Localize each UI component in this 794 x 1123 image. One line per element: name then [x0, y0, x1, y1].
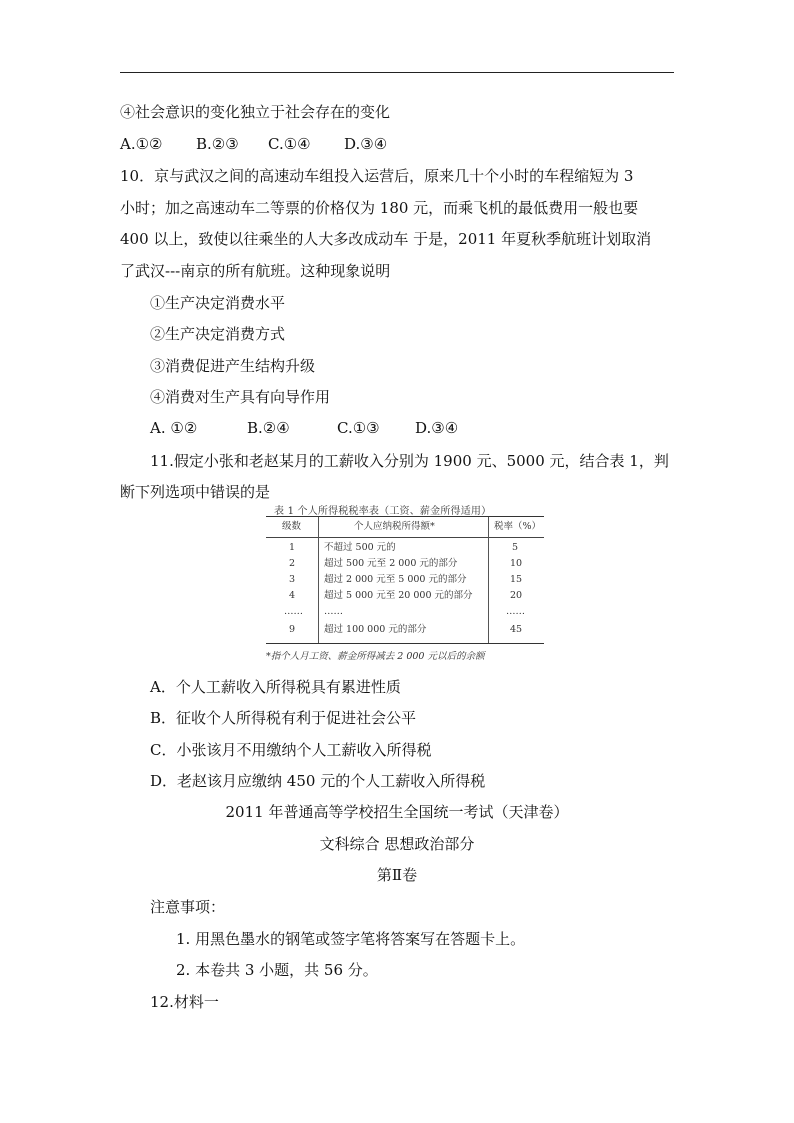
table-cell: 超过 5 000 元至 20 000 元的部分 [324, 590, 473, 601]
notes-item-2: 2. 本卷共 3 小题，共 56 分。 [176, 961, 378, 979]
table-cell: 2 [289, 558, 296, 569]
table-cell: 不超过 500 元的 [324, 542, 396, 553]
q11-option-d: D．老赵该月应缴纳 450 元的个人工薪收入所得税 [150, 772, 486, 790]
q9-choice-d: D.③④ [344, 135, 388, 153]
table-cell: 9 [289, 624, 296, 635]
table-cell: 3 [289, 574, 296, 585]
table-header-income: 个人应纳税所得额* [354, 521, 435, 532]
table-cell: 超过 2 000 元至 5 000 元的部分 [324, 574, 467, 585]
notes-item-1: 1. 用黑色墨水的钢笔或签字笔将答案写在答题卡上。 [176, 930, 526, 948]
header-rule [120, 72, 674, 73]
q10-item-3: ③消费促进产生结构升级 [150, 357, 316, 375]
q10-choice-d: D.③④ [415, 419, 459, 437]
table-cell: 超过 100 000 元的部分 [324, 624, 427, 635]
table-cell: 45 [510, 624, 523, 635]
q10-item-2: ②生产决定消费方式 [150, 325, 286, 343]
q9-item-4: ④社会意识的变化独立于社会存在的变化 [120, 103, 391, 121]
notes-heading: 注意事项： [150, 898, 226, 916]
table-cell: 1 [289, 542, 296, 553]
q10-line-4: 了武汉---南京的所有航班。这种现象说明 [120, 262, 391, 280]
q11-option-a: A．个人工薪收入所得税具有累进性质 [150, 678, 401, 696]
table-footnote: *指个人月工资、薪金所得减去 2 000 元以后的余额 [266, 651, 485, 662]
q12-label: 12.材料一 [150, 993, 219, 1011]
q10-line-1: 10．京与武汉之间的高速动车组投入运营后，原来几十个小时的车程缩短为 3 [120, 167, 634, 185]
q10-item-4: ④消费对生产具有向导作用 [150, 388, 331, 406]
q10-line-3: 400 以上，致使以往乘坐的人大多改成动车 于是，2011 年夏秋季航班计划取消 [120, 230, 652, 248]
table-header-rate: 税率（%） [494, 521, 542, 532]
tax-rate-table [262, 502, 548, 664]
q11-option-c: C．小张该月不用缴纳个人工薪收入所得税 [150, 741, 432, 759]
q10-choice-b: B.②④ [247, 419, 290, 437]
table-cell: 20 [510, 590, 523, 601]
q9-choice-c: C.①④ [268, 135, 311, 153]
table-header-level: 级数 [282, 521, 302, 532]
q9-choice-a: A.①② [120, 135, 163, 153]
table-cell: …… [506, 606, 525, 617]
table-cell: 15 [510, 574, 523, 585]
q10-choice-c: C.①③ [337, 419, 380, 437]
q10-line-2: 小时；加之高速动车二等票的价格仅为 180 元，而乘飞机的最低费用一般也要 [120, 199, 639, 217]
table-cell: 超过 500 元至 2 000 元的部分 [324, 558, 458, 569]
table-divider-1 [318, 517, 319, 643]
volume-title: 第Ⅱ卷 [376, 866, 418, 884]
q9-choice-b: B.②③ [196, 135, 239, 153]
table-cell: …… [324, 606, 343, 617]
q9-choices [120, 134, 387, 154]
table-body [266, 516, 544, 644]
table-cell: 4 [289, 590, 296, 601]
q10-item-1: ①生产决定消费水平 [150, 294, 286, 312]
table-divider-2 [488, 517, 489, 643]
table-cell: …… [284, 606, 303, 617]
table-cell: 10 [510, 558, 523, 569]
q11-line-1: 11.假定小张和老赵某月的工薪收入分别为 1900 元、5000 元，结合表 1，判 [150, 452, 669, 470]
q10-choice-a: A. ①② [150, 419, 198, 437]
table-title: 表 1 个人所得税税率表（工资、薪金所得适用） [274, 506, 492, 517]
exam-title: 2011 年普通高等学校招生全国统一考试（天津卷） [225, 803, 569, 821]
subject-title: 文科综合 思想政治部分 [319, 835, 475, 853]
q10-choices [150, 418, 458, 438]
table-cell: 5 [512, 542, 519, 553]
q11-option-b: B．征收个人所得税有利于促进社会公平 [150, 709, 417, 727]
q11-line-2: 断下列选项中错误的是 [120, 483, 271, 501]
